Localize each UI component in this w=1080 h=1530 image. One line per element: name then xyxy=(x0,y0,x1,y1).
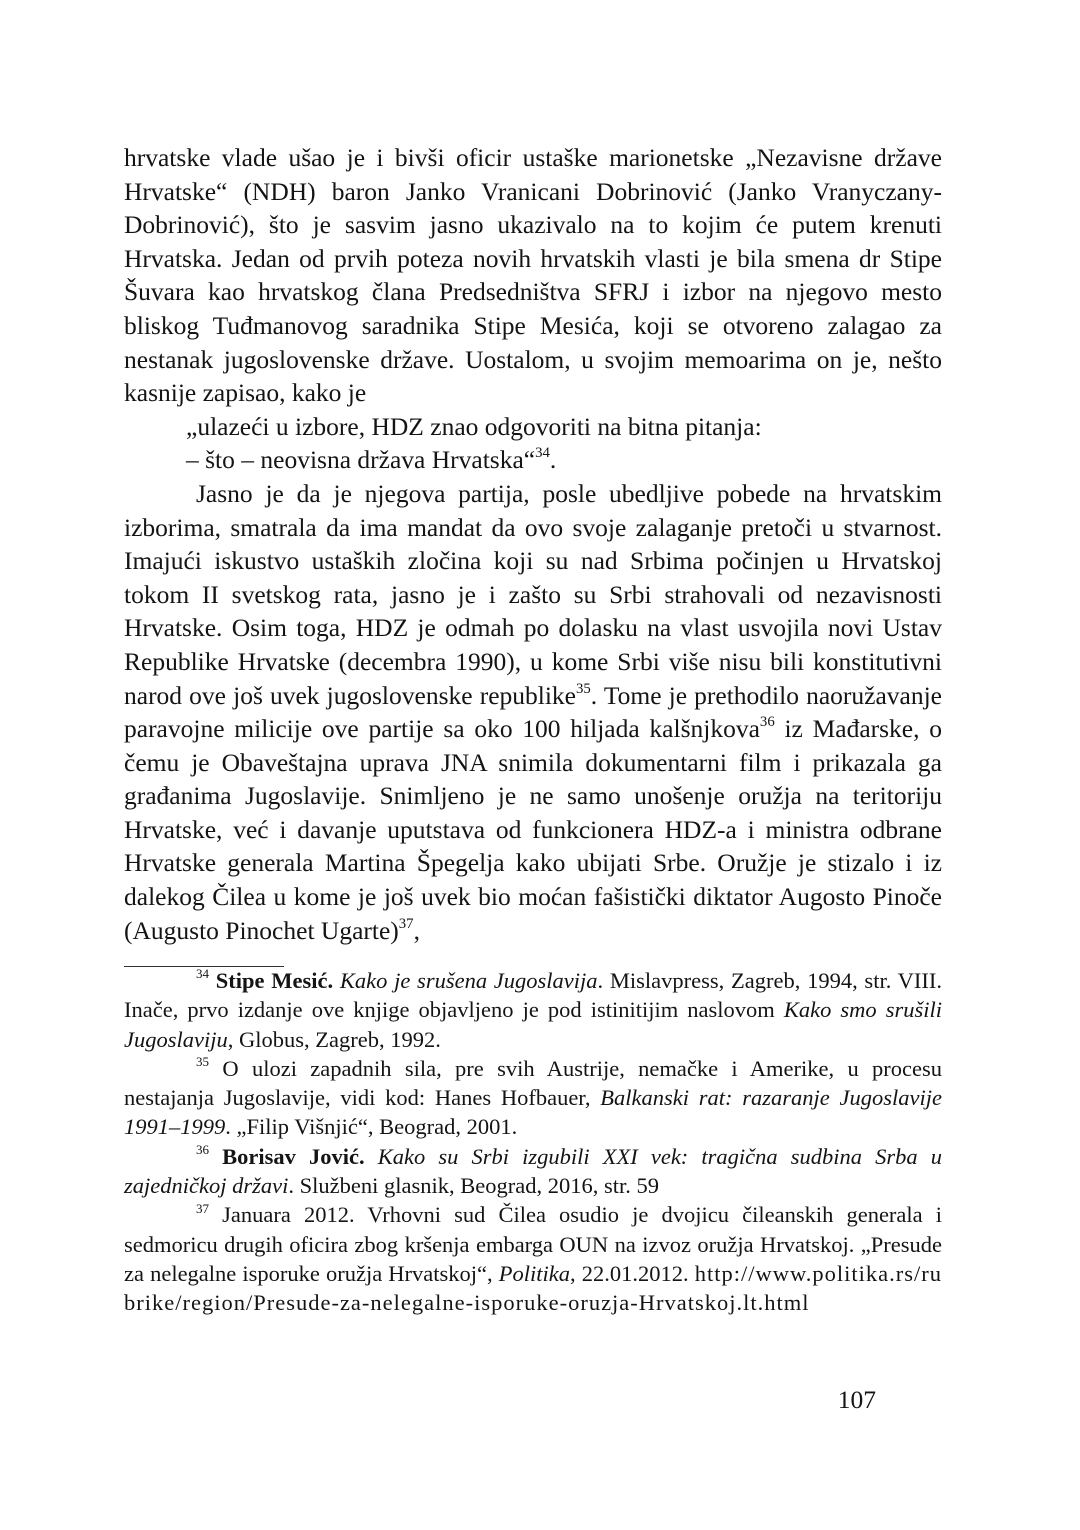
footnote-36-author: Borisav Jović. xyxy=(222,1143,365,1169)
footnote-ref-37[interactable]: 37 xyxy=(398,915,414,932)
footnote-37-title: Politika xyxy=(498,1260,570,1286)
quote-line-1 xyxy=(124,410,942,444)
footnote-36-title: Kako su Srbi izgubili XXI vek: tragična sudbina Srba u zajedničkoj državi xyxy=(124,1143,943,1199)
footnote-35 xyxy=(124,1054,942,1142)
footnote-35-text-2: . „Filip Višnjić“, Beograd, 2001. xyxy=(225,1114,518,1140)
quote-line-1-text: „ulazeći u izbore, HDZ znao odgovoriti na bitna pitanja: xyxy=(186,411,762,441)
footnote-36 xyxy=(124,1142,942,1201)
main-text xyxy=(124,141,942,947)
footnote-37-text-2: , 22.01.2012. xyxy=(570,1260,695,1286)
footnote-37 xyxy=(124,1200,942,1317)
footnote-35-number: 35 xyxy=(196,1054,210,1070)
footnote-34 xyxy=(124,966,942,1054)
page-number: 107 xyxy=(837,1385,876,1414)
footnote-37-text-1: Januara 2012. Vrhovni sud Čilea osudio je dvojicu čileanskih generala i sedmoricu drugih oficira zbog kršenja embarga OUN na izvoz oružja Hrvatskoj. „Presude za nelegalne isporuke oružja Hrvatskoj“, xyxy=(124,1202,943,1286)
footnote-34-title: Kako je srušena Jugoslavija xyxy=(339,968,598,993)
paragraph-2-text-c: iz Mađarske, o čemu je Obaveštajna uprava JNA snimila dokumentarni film i prikazala ga građanima Jugoslavije. Snimljeno je ne samo unošenje oružja na teritoriju Hrvatske, već i davanje uputstava od funkcionera HDZ-a i ministra odbrane Hrvatske generala Martina Špegelja kako ubijati Srbe. Oružje je stizalo i iz dalekog Čilea u kome je još uvek bio moćan fašistički diktator Augosto Pinoče (Augusto Pinochet Ugarte) xyxy=(124,714,942,945)
footnote-36-text-1: . Službeni glasnik, Beograd, 2016, str. 59 xyxy=(288,1173,659,1199)
quote-line-2 xyxy=(124,443,942,477)
footnote-ref-34[interactable]: 34 xyxy=(535,445,550,462)
footnote-37-number: 37 xyxy=(196,1200,210,1216)
paragraph-1-text: hrvatske vlade ušao je i bivši oficir ustaške marionetske „Nezavisne države Hrvatske“ (NDH) baron Janko Vranicani Dobrinović (Janko Vranyczany-Dobrinović), što je sasvim jasno ukazivalo na to kojim će putem krenuti Hrvatska. Jedan od prvih poteza novih hrvatskih vlasti je bila smena dr Stipe Šuvara kao hrvatskog člana Predsedništva SFRJ i izbor na njegovo mesto bliskog Tuđmanovog saradnika Stipe Mesića, koji se otvoreno zalagao za nestanak jugoslovenske države. Uostalom, u svojim memoarima on je, nešto kasnije zapisao, kako je xyxy=(124,143,942,408)
footnote-35-title: Balkanski rat: razaranje Jugoslavije 1991–1999 xyxy=(124,1085,943,1140)
footnote-34-number: 34 xyxy=(196,966,210,982)
paragraph-2 xyxy=(124,477,942,947)
footnote-ref-36[interactable]: 36 xyxy=(759,714,775,731)
footnote-ref-35[interactable]: 35 xyxy=(576,680,591,697)
footnote-34-title-2: Kako smo srušili Jugoslaviju xyxy=(124,997,942,1052)
paragraph-2-text-d: , xyxy=(413,915,420,945)
paragraph-1 xyxy=(124,141,942,410)
quote-line-2-text: – što – neovisna država Hrvatska“ xyxy=(186,445,536,475)
footnote-34-text-1: . Mislavpress, Zagreb, 1994, str. VIII. Inače, prvo izdanje ove knjige objavljeno je pod istinitijim naslovom xyxy=(124,968,942,1023)
footnote-34-text-2: , Globus, Zagreb, 1992. xyxy=(227,1026,441,1052)
footnotes xyxy=(124,966,942,1318)
footnote-36-number: 36 xyxy=(196,1141,210,1157)
footnote-35-text-1: O ulozi zapadnih sila, pre svih Austrije, nemačke i Amerike, u procesu nestajanja Jugoslavije, vidi kod: Hanes Hofbauer, xyxy=(124,1055,943,1111)
paragraph-2-text-a: Jasno je da je njegova partija, posle ubedljive pobede na hrvatskim izborima, smatrala da ima mandat da ovo svoje zalaganje pretoči u stvarnost. Imajući iskustvo ustaških zločina koji su nad Srbima počinjen u Hrvatskoj tokom II svetskog rata, jasno je i zašto su Srbi strahovali od nezavisnosti Hrvatske. Osim toga, HDZ je odmah po dolasku na vlast usvojila novi Ustav Republike Hrvatske (decembra 1990), u kome Srbi više nisu bili konstitutivni narod ove još uvek jugoslovenske republike xyxy=(124,478,942,710)
paragraph-2-text-b: . Tome je prethodilo naoružavanje paravojne milicije ove partije sa oko 100 hiljada kalšnjkova xyxy=(124,680,943,744)
footnote-37-url[interactable]: http://www.politika.rs/rubrike/region/Presude-za-nelegalne-isporuke-oruzja-Hrvatskoj.lt.html xyxy=(124,1260,942,1316)
footnote-34-author: Stipe Mesić. xyxy=(215,968,334,993)
quote-end: . xyxy=(549,445,557,475)
